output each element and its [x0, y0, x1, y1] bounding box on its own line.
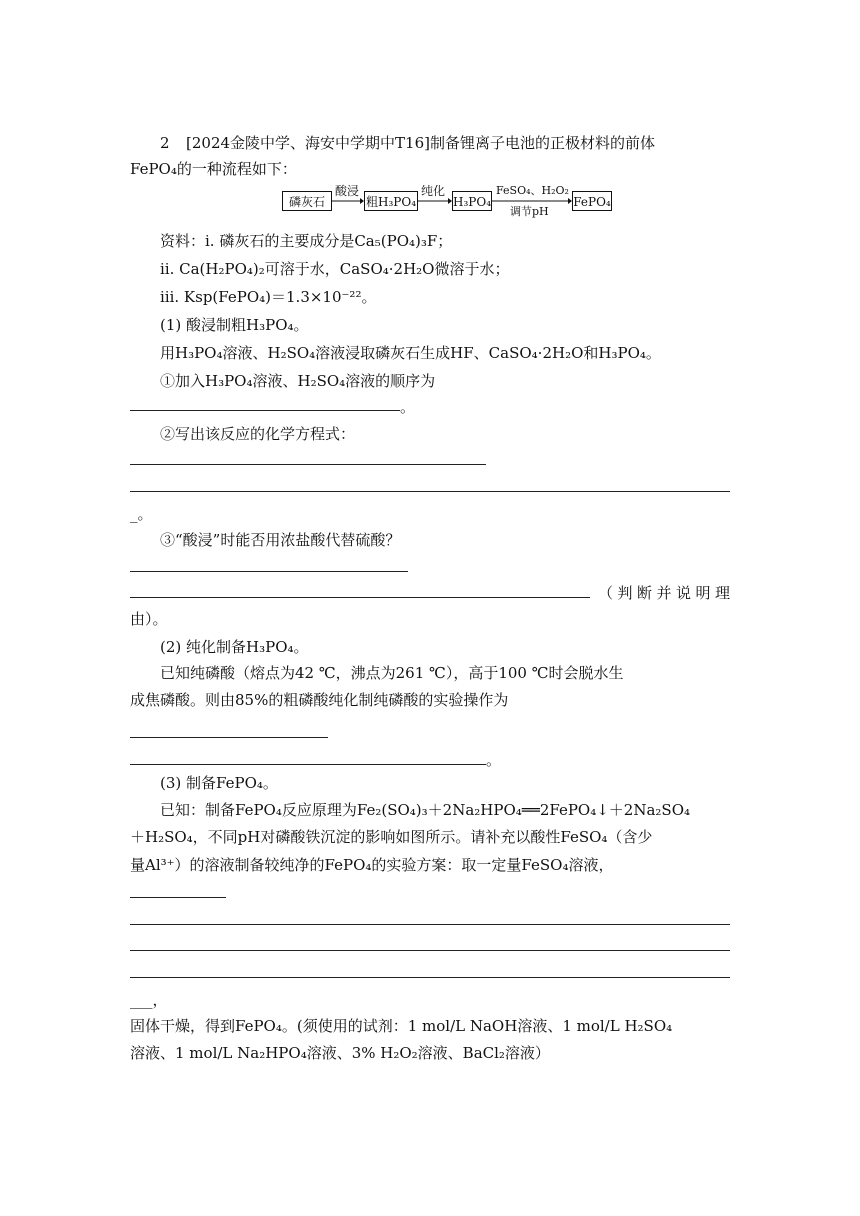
flow-box-apatite: 磷灰石 [282, 191, 332, 211]
part3-tail-1: 固体干燥，得到FePO₄。(须使用的试剂：1 mol/L NaOH溶液、1 mol/L H₂SO₄ [130, 1017, 673, 1035]
question-number: 2 [160, 134, 170, 152]
answer-blank-2b[interactable] [130, 491, 730, 492]
info-line-1: 资料：ⅰ. 磷灰石的主要成分是Ca₅(PO₄)₃F； [160, 232, 453, 250]
part1-question-3: ③“酸浸”时能否用浓盐酸代替硫酸？ [160, 531, 401, 549]
part2-description-2: 成焦磷酸。则由85%的粗磷酸纯化制纯磷酸的实验操作为 [130, 691, 509, 709]
flow-label-acid-leach: 酸浸 [335, 184, 360, 198]
flow-label-reagents: FeSO₄、H₂O₂ [496, 184, 569, 197]
answer-blank-2a[interactable] [130, 464, 486, 465]
part1-title: (1) 酸浸制粗H₃PO₄。 [160, 316, 309, 334]
part1-question-3-end: 由）。 [130, 610, 168, 628]
part1-question-2-end: _。 [130, 505, 153, 523]
part3-title: (3) 制备FePO₄。 [160, 774, 278, 792]
answer-blank-5a[interactable] [130, 897, 226, 898]
part1-description: 用H₃PO₄溶液、H₂SO₄溶液浸取磷灰石生成HF、CaSO₄·2H₂O和H₃PO₄。 [160, 344, 661, 362]
part1-question-3-tail: （判断并说明理 [598, 584, 730, 602]
question-intro-line-2: FePO₄的一种流程如下： [130, 160, 297, 178]
info-line-2: ⅱ. Ca(H₂PO₄)₂可溶于水，CaSO₄·2H₂O微溶于水； [160, 260, 510, 278]
answer-blank-3a[interactable] [130, 571, 408, 572]
flow-box-fepo4: FePO₄ [572, 191, 612, 211]
part3-description-1: 已知：制备FePO₄反应原理为Fe₂(SO₄)₃＋2Na₂HPO₄══2FePO₄↓＋2Na₂SO₄ [160, 801, 691, 819]
answer-blank-4a[interactable] [130, 737, 328, 738]
question-intro-line-1: [2024金陵中学、海安中学期中T16]制备锂离子电池的正极材料的前体 [186, 134, 655, 152]
part1-question-1-end: 。 [400, 398, 416, 416]
part2-description-1: 已知纯磷酸（熔点为42 ℃，沸点为261 ℃），高于100 ℃时会脱水生 [160, 664, 624, 682]
part1-question-2: ②写出该反应的化学方程式： [160, 425, 356, 443]
answer-blank-4b[interactable] [130, 764, 486, 765]
process-flow-diagram [282, 184, 612, 218]
flow-box-crude-h3po4: 粗H₃PO₄ [364, 191, 418, 211]
flow-label-adjust-ph: 调节pH [510, 205, 549, 218]
answer-blank-5b[interactable] [130, 924, 730, 925]
answer-blank-3b[interactable] [130, 597, 590, 598]
part3-description-3: 量Al³⁺）的溶液制备较纯净的FePO₄的实验方案：取一定量FeSO₄溶液， [130, 856, 614, 874]
part3-end: ___， [130, 991, 168, 1009]
part2-title: (2) 纯化制备H₃PO₄。 [160, 638, 309, 656]
part3-tail-2: 溶液、1 mol/L Na₂HPO₄溶液、3% H₂O₂溶液、BaCl₂溶液） [130, 1044, 550, 1062]
part3-description-2: ＋H₂SO₄，不同pH对磷酸铁沉淀的影响如图所示。请补充以酸性FeSO₄（含少 [130, 828, 653, 846]
part2-end: 。 [486, 751, 502, 769]
answer-blank-5d[interactable] [130, 977, 730, 978]
answer-blank-1[interactable] [130, 410, 400, 411]
info-line-3: ⅲ. Ksp(FePO₄)＝1.3×10⁻²²。 [160, 288, 377, 306]
part1-question-1: ①加入H₃PO₄溶液、H₂SO₄溶液的顺序为 [160, 372, 436, 390]
flow-box-h3po4: H₃PO₄ [452, 191, 492, 211]
flow-label-purify: 纯化 [421, 184, 446, 198]
answer-blank-5c[interactable] [130, 950, 730, 951]
